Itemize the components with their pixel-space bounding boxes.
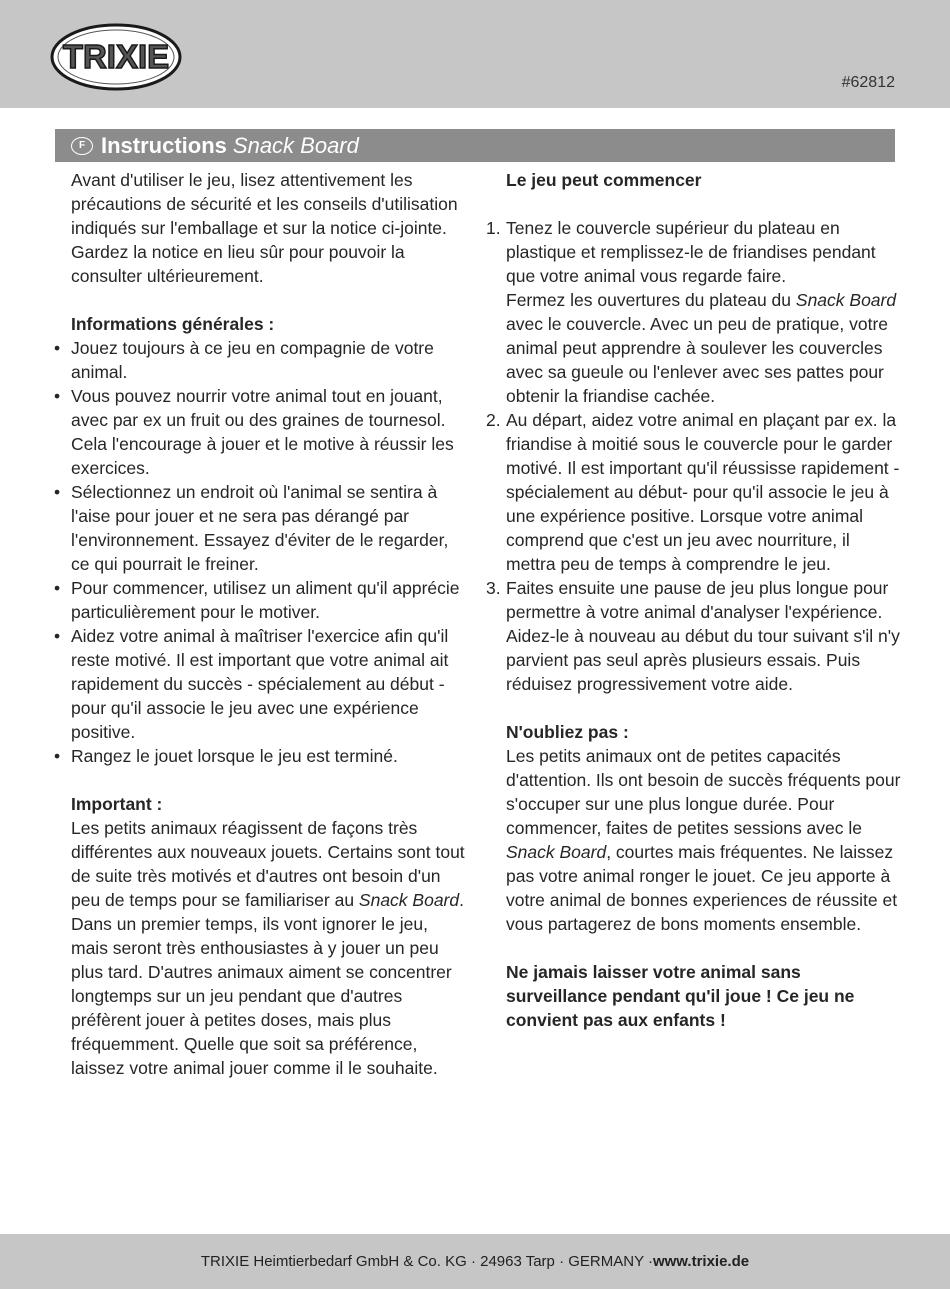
footer — [0, 1234, 950, 1289]
general-info-list — [71, 336, 466, 768]
step-number: 2. — [486, 410, 501, 430]
steps-list — [486, 216, 901, 696]
list-item: • Jouez toujours à ce jeu en compagnie de votre animal. — [71, 336, 466, 384]
step-item: 2. Au départ, aidez votre animal en plaçant par ex. la friandise à moitié sous le couvercle pour le garder motivé. Il est important qu'il réussisse rapidement - spécialement au début- pour qu'il associe le jeu à une expérience positive. Lorsque votre animal comprend que c'est un jeu avec nourriture, il mettra peu de temps à comprendre le jeu. — [486, 410, 900, 574]
list-item: • Vous pouvez nourrir votre animal tout en jouant, avec par ex un fruit ou des graines de tournesol. Cela l'encourage à jouer et le motive à réussir les exercices. — [71, 384, 466, 480]
list-item: • Rangez le jouet lorsque le jeu est terminé. — [71, 744, 466, 768]
product-name: Snack Board — [232, 132, 359, 158]
step-item: 1. Tenez le couvercle supérieur du plateau en plastique et remplissez-le de friandises pendant que votre animal vous regarde faire. Fermez les ouvertures du plateau du Snack Board avec le couvercle. Avec un peu de pratique, votre animal peut apprendre à soulever les couvercles avec sa gueule ou l'enlever avec ses pattes pour obtenir la friandise cachée. — [486, 218, 897, 406]
website-link[interactable]: www.trixie.de — [652, 1253, 750, 1270]
trixie-logo — [50, 22, 182, 92]
page-title: Instructions — [101, 132, 227, 158]
general-info-heading: Informations générales : — [71, 314, 275, 334]
language-badge: F — [71, 137, 93, 155]
title-bar — [55, 129, 895, 162]
header — [0, 0, 950, 108]
list-item: • Sélectionnez un endroit où l'animal se sentira à l'aise pour jouer et ne sera pas dérangé par l'environnement. Essayez d'éviter de le regarder, ce qui pourrait le freiner. — [71, 480, 466, 576]
reminder-paragraph: Les petits animaux ont de petites capacités d'attention. Ils ont besoin de succès fréquents pour s'occuper sur une plus longue durée. Pour commencer, faites de petites sessions avec le Snack Board, courtes mais fréquentes. Ne laissez pas votre animal ronger le jouet. Ce jeu apporte à votre animal de bonnes experiences de réussite et vous partagerez de bons moments ensemble. — [506, 746, 901, 934]
step-number: 3. — [486, 578, 501, 598]
reminder-heading: N'oubliez pas : — [506, 722, 629, 742]
intro-paragraph: Avant d'utiliser le jeu, lisez attentivement les précautions de sécurité et les conseils d'utilisation indiqués sur l'emballage et sur la notice ci-jointe. Gardez la notice en lieu sûr pour pouvoir la consulter ultérieurement. — [71, 170, 458, 286]
right-column — [486, 168, 901, 1032]
step-number: 1. — [486, 218, 501, 238]
left-column — [71, 168, 466, 1080]
important-heading: Important : — [71, 794, 163, 814]
list-item: • Pour commencer, utilisez un aliment qu'il apprécie particulièrement pour le motiver. — [71, 576, 466, 624]
warning-text: Ne jamais laisser votre animal sans surveillance pendant qu'il joue ! Ce jeu ne convient pas aux enfants ! — [506, 962, 855, 1030]
important-paragraph: Les petits animaux réagissent de façons très différentes aux nouveaux jouets. Certains sont tout de suite très motivés et d'autres ont besoin d'un peu de temps pour se familiariser au Snack Board. Dans un premier temps, ils vont ignorer le jeu, mais seront très enthousiastes à y jouer un peu plus tard. D'autres animaux aiment se concentrer longtemps sur un jeu pendant que d'autres préfèrent jouer à petites doses, mais plus fréquemment. Quelle que soit sa préférence, laissez votre animal jouer comme il le souhaite. — [71, 818, 465, 1078]
list-item: • Aidez votre animal à maîtriser l'exercice afin qu'il reste motivé. Il est important que votre animal ait rapidement du succès - spécialement au début - pour qu'il associe le jeu avec une expérience positive. — [71, 624, 466, 744]
company-address: TRIXIE Heimtierbedarf GmbH & Co. KG · 24963 Tarp · GERMANY · — [200, 1253, 653, 1270]
svg-text:TRIXIE: TRIXIE — [62, 38, 170, 75]
product-code: #62812 — [841, 74, 895, 91]
start-heading: Le jeu peut commencer — [506, 170, 702, 190]
step-item: 3. Faites ensuite une pause de jeu plus longue pour permettre à votre animal d'analyser l'expérience. Aidez-le à nouveau au début du tour suivant s'il n'y parvient pas seul après plusieurs essais. Puis réduisez progressivement votre aide. — [486, 578, 900, 694]
